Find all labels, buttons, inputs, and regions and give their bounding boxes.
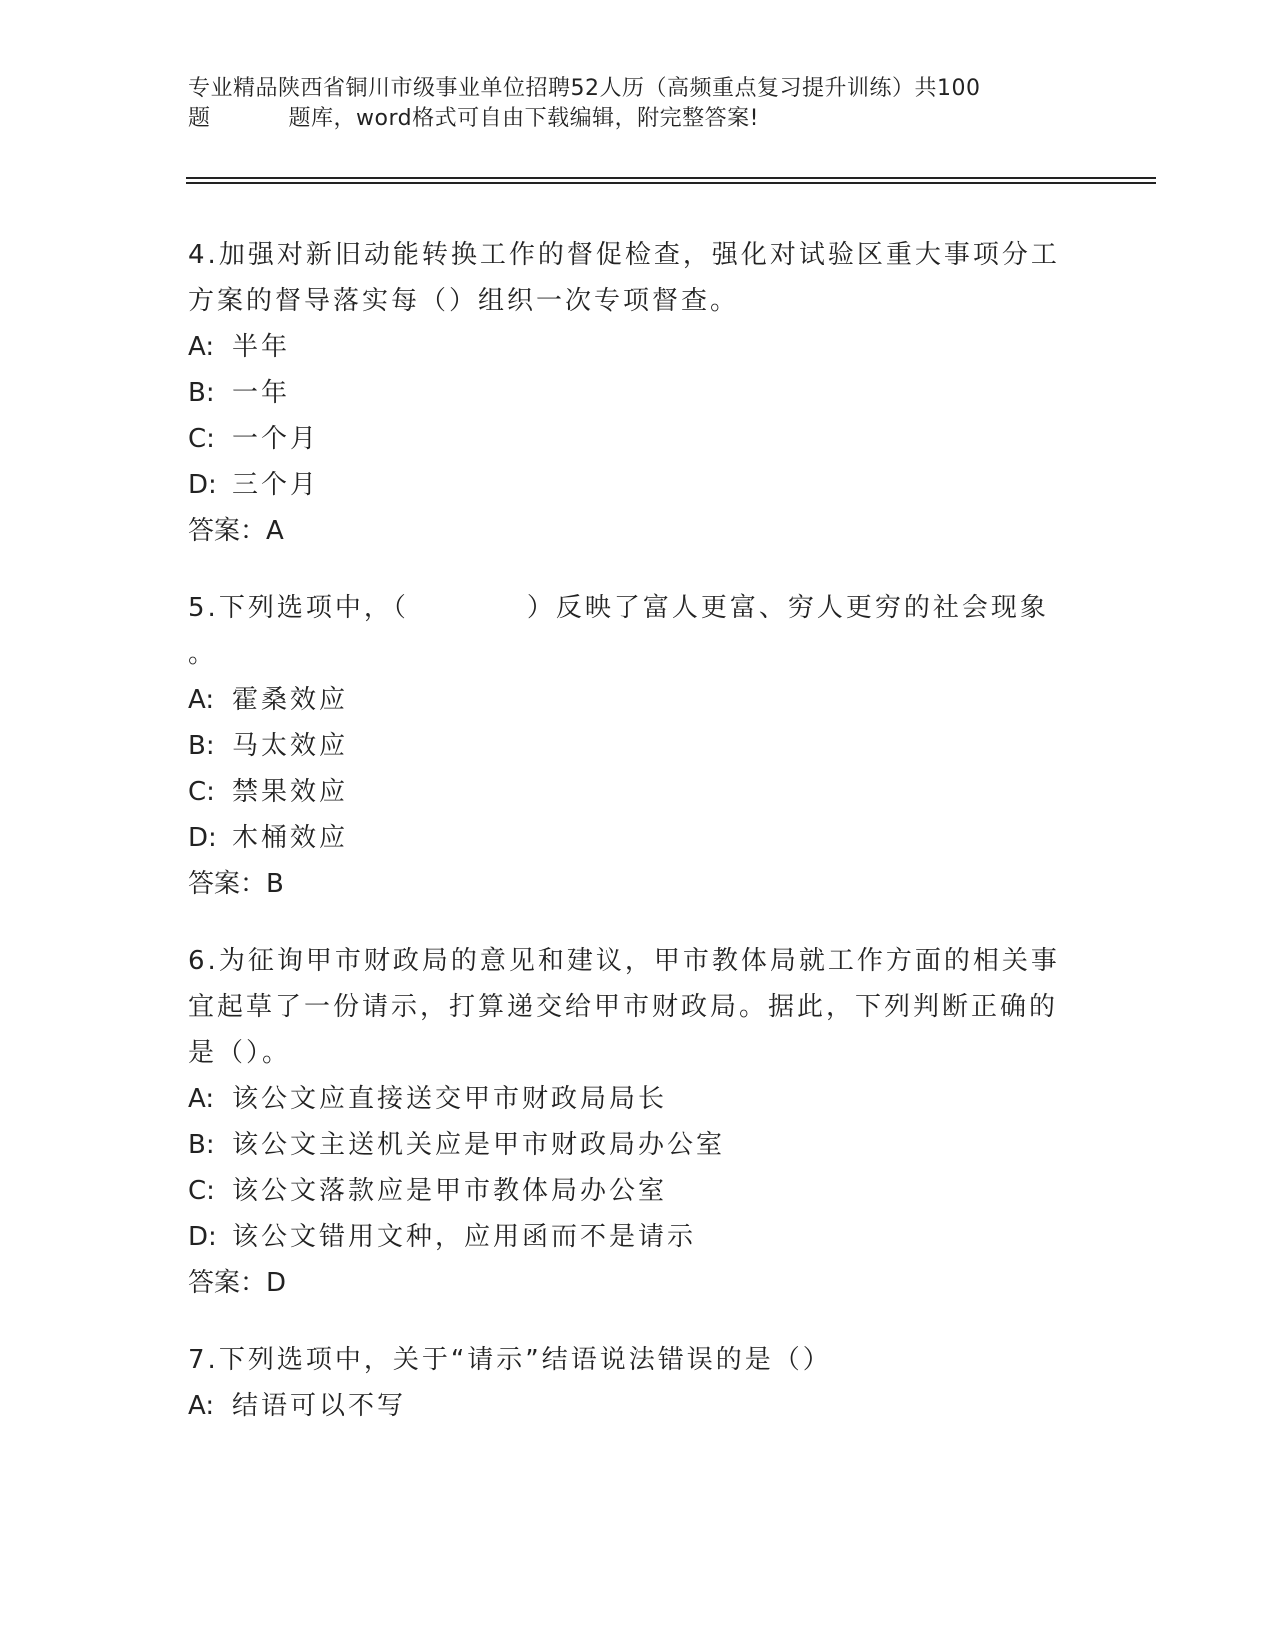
option-b bbox=[188, 723, 1068, 769]
option-letter: A: bbox=[188, 685, 215, 715]
answer-value: B bbox=[266, 869, 284, 899]
header-title-line2-right: 题库，word格式可自由下载编辑，附完整答案! bbox=[288, 106, 759, 131]
option-letter: D: bbox=[188, 470, 217, 500]
question-number: 6. bbox=[188, 946, 219, 976]
answer-line bbox=[188, 1260, 1068, 1306]
question-4 bbox=[188, 232, 1068, 554]
option-b bbox=[188, 370, 1068, 416]
question-stem-after: ）反映了富人更富、穷人更穷的社会现象 bbox=[526, 593, 1049, 623]
header-title-line2-left: 题 bbox=[188, 106, 211, 131]
option-c bbox=[188, 416, 1068, 462]
option-text: 马太效应 bbox=[232, 731, 349, 761]
option-text: 霍桑效应 bbox=[232, 685, 349, 715]
header-divider-bottom bbox=[186, 182, 1156, 184]
option-c bbox=[188, 769, 1068, 815]
option-letter: D: bbox=[188, 823, 217, 853]
option-text: 该公文应直接送交甲市财政局局长 bbox=[232, 1084, 668, 1114]
option-letter: B: bbox=[188, 1130, 215, 1160]
answer-line bbox=[188, 861, 1068, 907]
option-a bbox=[188, 1076, 1068, 1122]
option-text: 禁果效应 bbox=[232, 777, 349, 807]
answer-value: D bbox=[266, 1268, 287, 1298]
question-number: 5. bbox=[188, 593, 219, 623]
question-stem-before: 下列选项中，（ bbox=[218, 593, 409, 623]
question-text bbox=[188, 232, 1068, 324]
question-text bbox=[188, 585, 1068, 677]
question-number: 7. bbox=[188, 1345, 219, 1375]
question-text bbox=[188, 938, 1068, 1076]
option-d bbox=[188, 815, 1068, 861]
answer-label: 答案： bbox=[188, 869, 267, 899]
option-a bbox=[188, 677, 1068, 723]
answer-line bbox=[188, 508, 1068, 554]
option-text: 半年 bbox=[232, 332, 291, 362]
option-letter: A: bbox=[188, 1084, 215, 1114]
option-letter: A: bbox=[188, 332, 215, 362]
header-title-line2 bbox=[188, 104, 1068, 134]
option-text: 该公文落款应是甲市教体局办公室 bbox=[232, 1176, 668, 1206]
option-text: 结语可以不写 bbox=[232, 1391, 407, 1421]
option-text: 三个月 bbox=[232, 470, 320, 500]
option-letter: B: bbox=[188, 378, 215, 408]
header-title-line1: 专业精品陕西省铜川市级事业单位招聘52人历（高频重点复习提升训练）共100 bbox=[188, 76, 981, 101]
answer-value: A bbox=[266, 516, 284, 546]
option-letter: A: bbox=[188, 1391, 215, 1421]
question-stem-end: 。 bbox=[188, 639, 218, 669]
question-stem: 加强对新旧动能转换工作的督促检查，强化对试验区重大事项分工方案的督导落实每（）组织一次专项督查。 bbox=[188, 240, 1060, 316]
option-letter: D: bbox=[188, 1222, 217, 1252]
option-d bbox=[188, 462, 1068, 508]
answer-label: 答案： bbox=[188, 1268, 267, 1298]
answer-label: 答案： bbox=[188, 516, 267, 546]
question-number: 4. bbox=[188, 240, 219, 270]
option-letter: C: bbox=[188, 1176, 215, 1206]
option-text: 该公文错用文种，应用函而不是请示 bbox=[232, 1222, 697, 1252]
option-text: 木桶效应 bbox=[232, 823, 349, 853]
question-7 bbox=[188, 1337, 1068, 1429]
option-a bbox=[188, 1383, 1068, 1429]
option-c bbox=[188, 1168, 1068, 1214]
option-text: 一年 bbox=[232, 378, 291, 408]
option-letter: C: bbox=[188, 777, 215, 807]
option-text: 该公文主送机关应是甲市财政局办公室 bbox=[232, 1130, 726, 1160]
document-header bbox=[188, 74, 1068, 134]
question-text bbox=[188, 1337, 1068, 1383]
option-b bbox=[188, 1122, 1068, 1168]
option-letter: C: bbox=[188, 424, 215, 454]
option-letter: B: bbox=[188, 731, 215, 761]
header-divider-top bbox=[186, 177, 1156, 179]
question-5 bbox=[188, 585, 1068, 907]
option-d bbox=[188, 1214, 1068, 1260]
option-text: 一个月 bbox=[232, 424, 320, 454]
question-list bbox=[188, 232, 1068, 1460]
question-6 bbox=[188, 938, 1068, 1306]
option-a bbox=[188, 324, 1068, 370]
question-stem: 为征询甲市财政局的意见和建议，甲市教体局就工作方面的相关事宜起草了一份请示，打算递交给甲市财政局。据此，下列判断正确的是（）。 bbox=[188, 946, 1060, 1068]
question-stem: 下列选项中，关于“请示”结语说法错误的是（） bbox=[218, 1345, 832, 1375]
